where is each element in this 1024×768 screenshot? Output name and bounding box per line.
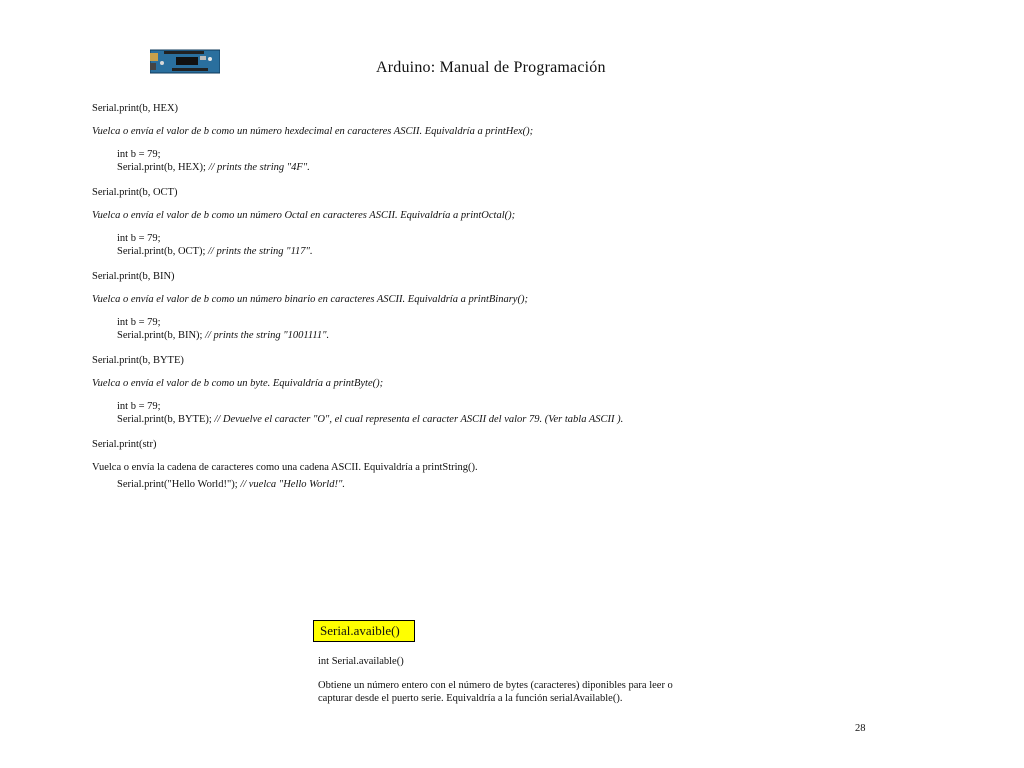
code-line: [117, 478, 812, 491]
page-number: 28: [855, 723, 866, 734]
section-heading: Serial.print(b, BYTE): [92, 355, 184, 366]
code-block: [92, 478, 812, 491]
available-description: [318, 679, 698, 705]
section-heading: Serial.print(b, BIN): [92, 271, 175, 282]
code-comment: // Devuelve el caracter "O", el cual representa el caracter ASCII del valor 79. (Ver tabla ASCII ).: [214, 414, 624, 425]
document-body: [92, 102, 812, 503]
section-heading: Serial.print(b, HEX): [92, 103, 179, 114]
section-description: Vuelca o envía el valor de b como un número hexdecimal en caracteres ASCII. Equivaldría a printHex();: [92, 126, 534, 137]
available-highlight-box: Serial.avaible(): [313, 620, 415, 642]
available-signature: int Serial.available(): [318, 656, 404, 667]
code-block: [92, 316, 812, 342]
section-description: Vuelca o envía el valor de b como un número Octal en caracteres ASCII. Equivaldría a printOctal();: [92, 210, 516, 221]
document-title: Arduino: Manual de Programación: [376, 59, 606, 76]
code-comment: // prints the string "1001111".: [205, 330, 330, 341]
code-line: int b = 79;: [117, 317, 161, 328]
available-description-line: Obtiene un número entero con el número de bytes (caracteres) diponibles para leer o: [318, 680, 673, 691]
code-text: Serial.print(b, OCT);: [117, 246, 208, 257]
section-bin: [92, 270, 812, 342]
code-block: [92, 148, 812, 174]
section-description: Vuelca o envía el valor de b como un byte. Equivaldría a printByte();: [92, 378, 384, 389]
code-text: Serial.print("Hello World!");: [117, 479, 241, 490]
code-text: Serial.print(b, BYTE);: [117, 414, 215, 425]
section-str: [92, 438, 812, 491]
section-heading: Serial.print(str): [92, 439, 157, 450]
section-oct: [92, 186, 812, 258]
available-description-line: capturar desde el puerto serie. Equivaldría a la función serialAvailable().: [318, 693, 623, 704]
code-comment: // vuelca "Hello World!".: [240, 479, 345, 490]
code-text: Serial.print(b, BIN);: [117, 330, 206, 341]
code-comment: // prints the string "4F".: [208, 162, 310, 173]
code-block: [92, 232, 812, 258]
code-line: [117, 161, 812, 174]
code-block: [92, 400, 812, 426]
code-line: int b = 79;: [117, 149, 161, 160]
section-heading: Serial.print(b, OCT): [92, 187, 178, 198]
code-line: [117, 329, 812, 342]
code-line: int b = 79;: [117, 401, 161, 412]
section-hex: [92, 102, 812, 174]
section-byte: [92, 354, 812, 426]
section-description: Vuelca o envía el valor de b como un número binario en caracteres ASCII. Equivaldría a printBinary();: [92, 294, 528, 305]
code-text: Serial.print(b, HEX);: [117, 162, 209, 173]
code-comment: // prints the string "117".: [207, 246, 313, 257]
section-description: Vuelca o envía la cadena de caracteres como una cadena ASCII. Equivaldría a printString().: [92, 462, 478, 473]
arduino-board-icon: [150, 47, 220, 75]
code-line: [117, 413, 812, 426]
code-line: [117, 245, 812, 258]
code-line: int b = 79;: [117, 233, 161, 244]
